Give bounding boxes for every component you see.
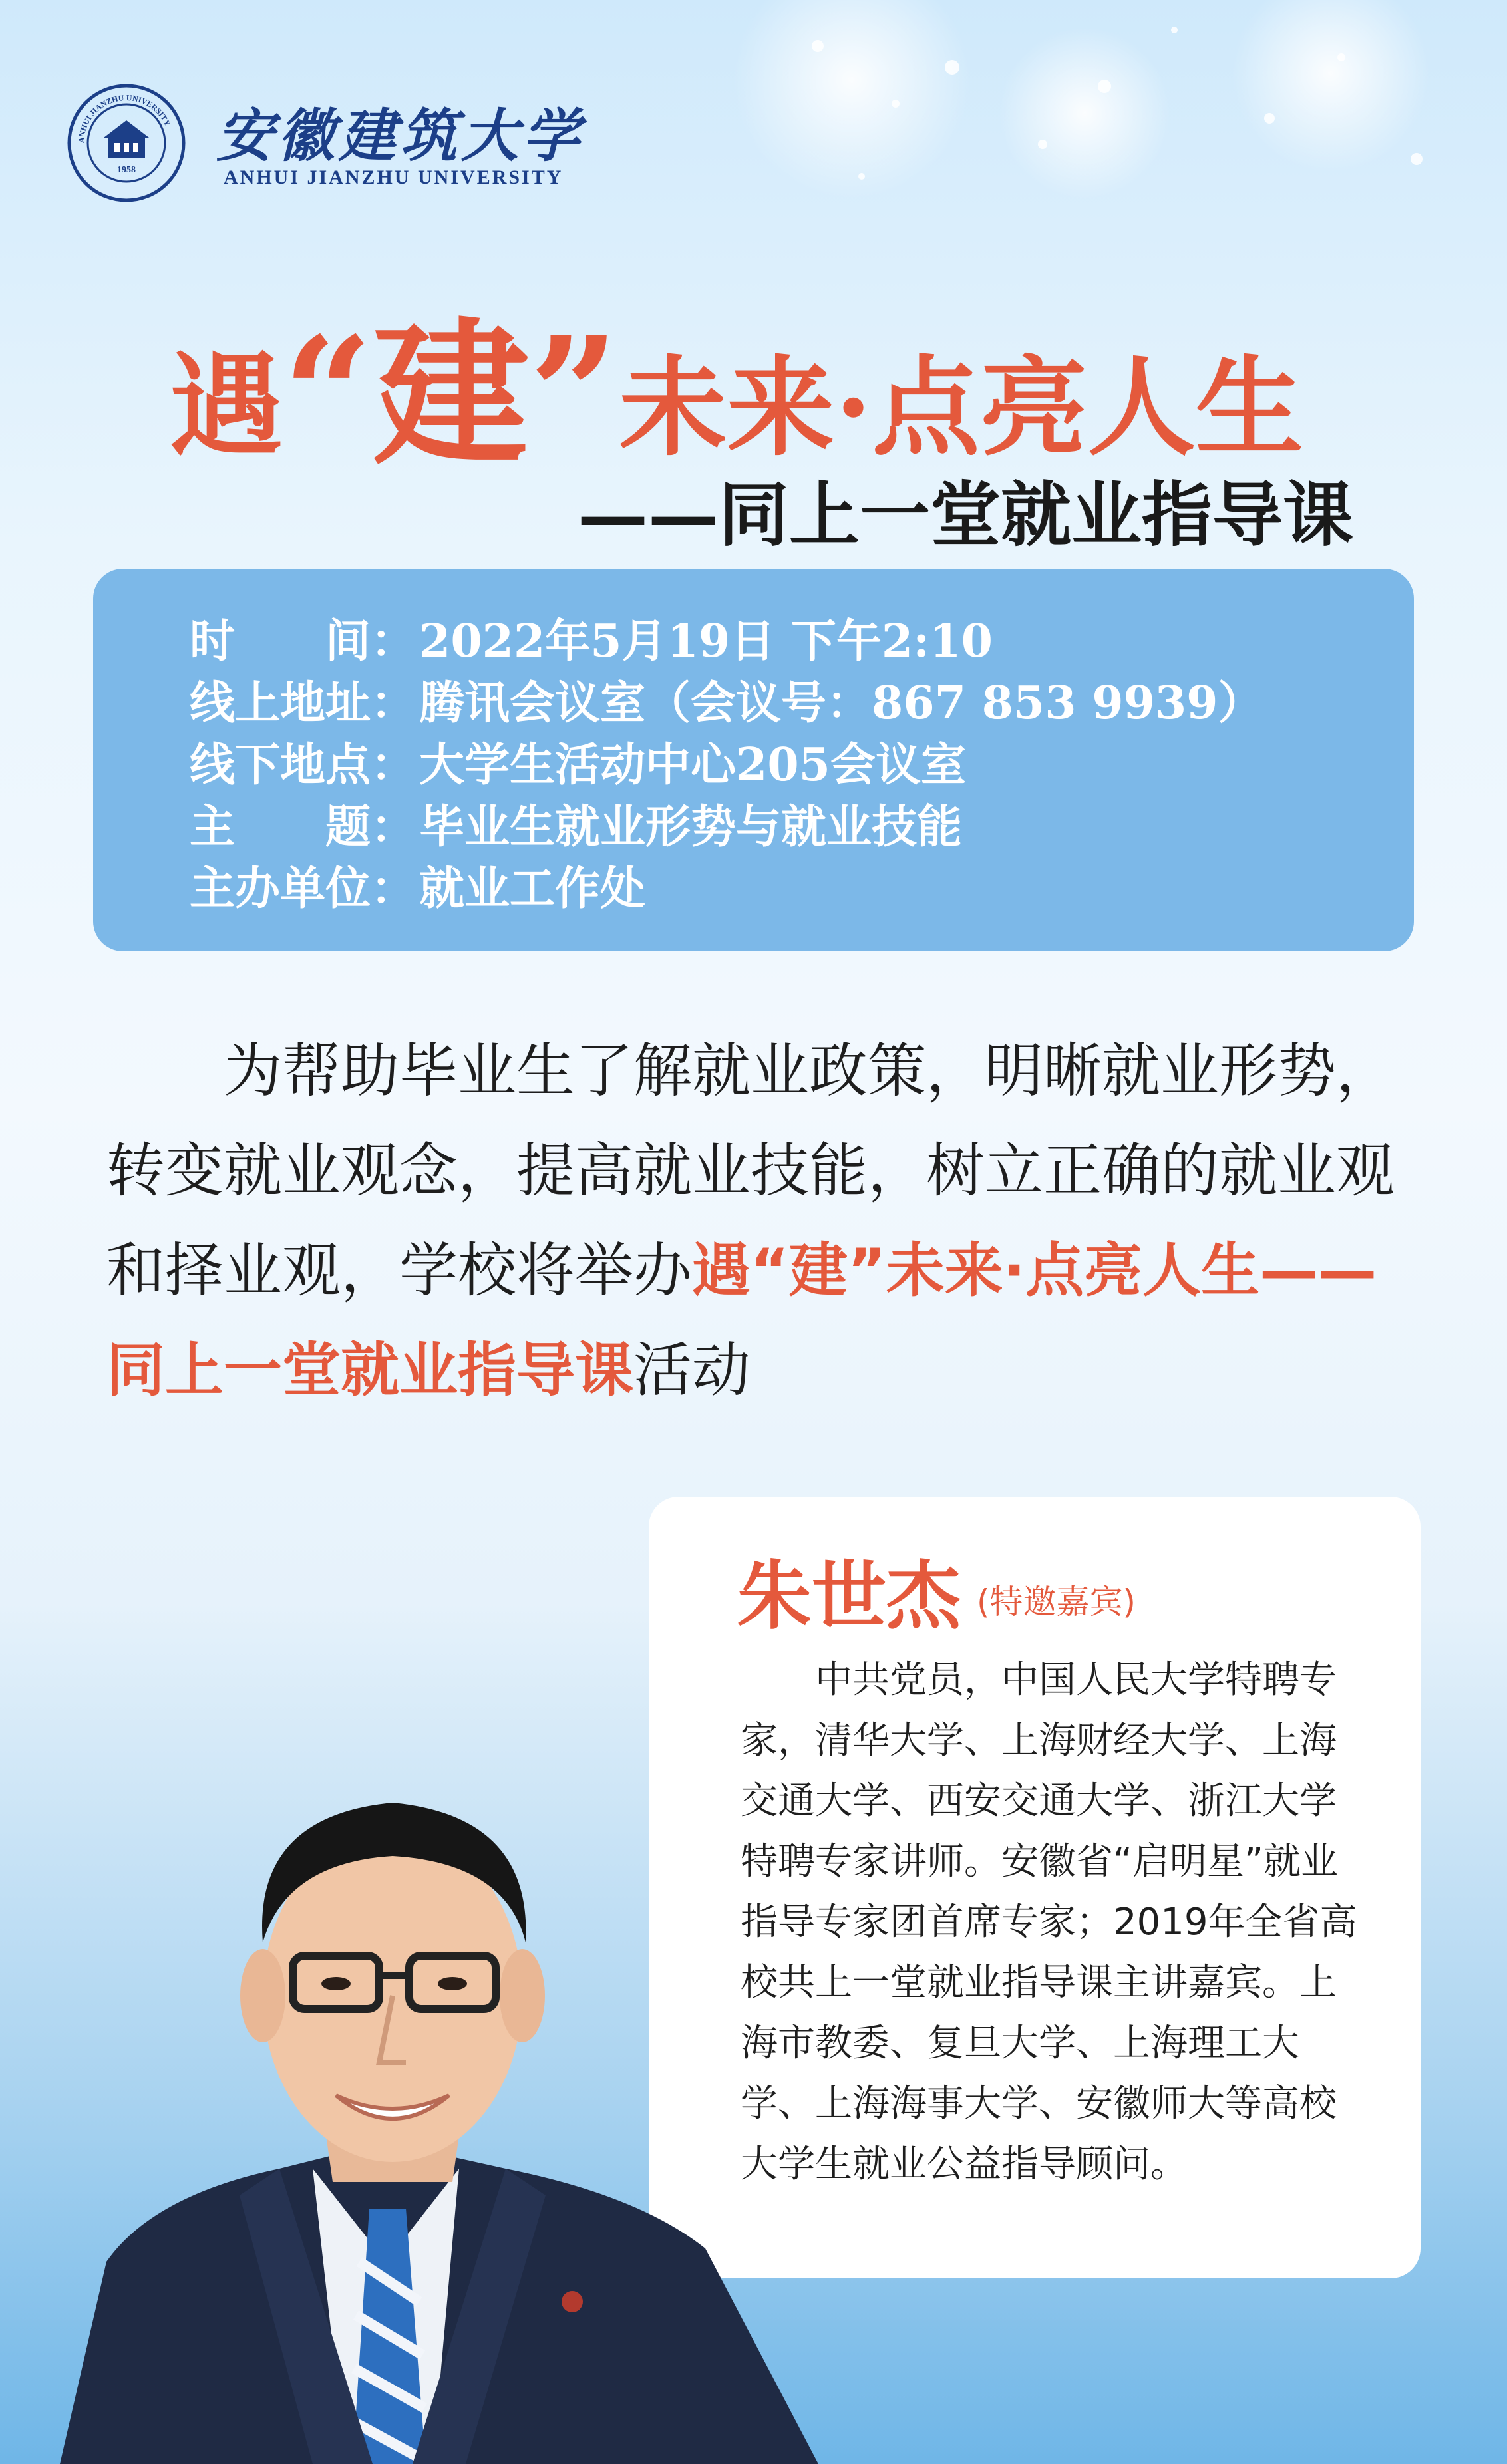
info-row-online-address: [190, 667, 1263, 732]
speaker-bio-text: 中共党员，中国人民大学特聘专家，清华大学、上海财经大学、上海交通大学、西安交通大学、浙江大学特聘专家讲师。安徽省“启明星”就业指导专家团首席专家；2019年全省高校共上一堂就业指导课主讲嘉宾。上海市教委、复旦大学、上海理工大学、上海海事大学、安徽师大等高校大学生就业公益指导顾问。: [741, 1658, 1357, 2186]
event-info-box: [93, 569, 1414, 951]
university-seal-logo: [67, 83, 186, 203]
speaker-role: (特邀嘉宾): [977, 1583, 1136, 1621]
event-subtitle: ——同上一堂就业指导课: [578, 473, 1353, 556]
info-value: 毕业生就业形势与就业技能: [419, 800, 963, 853]
info-label: 主 题：: [190, 800, 417, 853]
info-row-time: [190, 605, 993, 670]
title-part-1: 遇: [170, 339, 283, 472]
info-value: 大学生活动中心205会议室: [419, 738, 966, 792]
speaker-portrait: [0, 1663, 865, 2464]
intro-text-end: 活动: [633, 1336, 751, 1404]
intro-highlight: 遇“建”未来·点亮人生——同上一堂就业指导课: [106, 1236, 1377, 1404]
info-row-topic: [190, 791, 962, 855]
info-label: 时 间：: [190, 615, 417, 668]
university-name-chinese: 安徽建筑大学: [216, 102, 584, 170]
info-value: 2022年5月19日 下午2:10: [419, 615, 993, 668]
event-title: [170, 266, 1367, 490]
seal-ring-text: ANHUI JIANZHU UNIVERSITY: [76, 92, 173, 144]
intro-paragraph: [106, 1021, 1411, 1420]
seal-year: 1958: [117, 165, 136, 175]
title-part-2: “建”: [283, 303, 619, 486]
info-label: 主办单位：: [190, 862, 417, 915]
university-name-english: ANHUI JIANZHU UNIVERSITY: [224, 166, 564, 188]
title-part-3: 未来·点亮人生: [619, 345, 1303, 471]
speaker-name: 朱世杰: [737, 1553, 961, 1640]
info-label: 线上地址：: [190, 677, 417, 730]
info-value: 腾讯会议室（会议号：867 853 9939）: [419, 677, 1263, 730]
info-label: 线下地点：: [190, 738, 417, 792]
info-row-offline-location: [190, 729, 966, 794]
intro-text: 为帮助毕业生了解就业政策，明晰就业形势，转变就业观念，提高就业技能，树立正确的就业观和择业观，学校将举办: [106, 1036, 1395, 1305]
info-row-organizer: [190, 853, 645, 917]
info-value: 就业工作处: [419, 862, 646, 915]
